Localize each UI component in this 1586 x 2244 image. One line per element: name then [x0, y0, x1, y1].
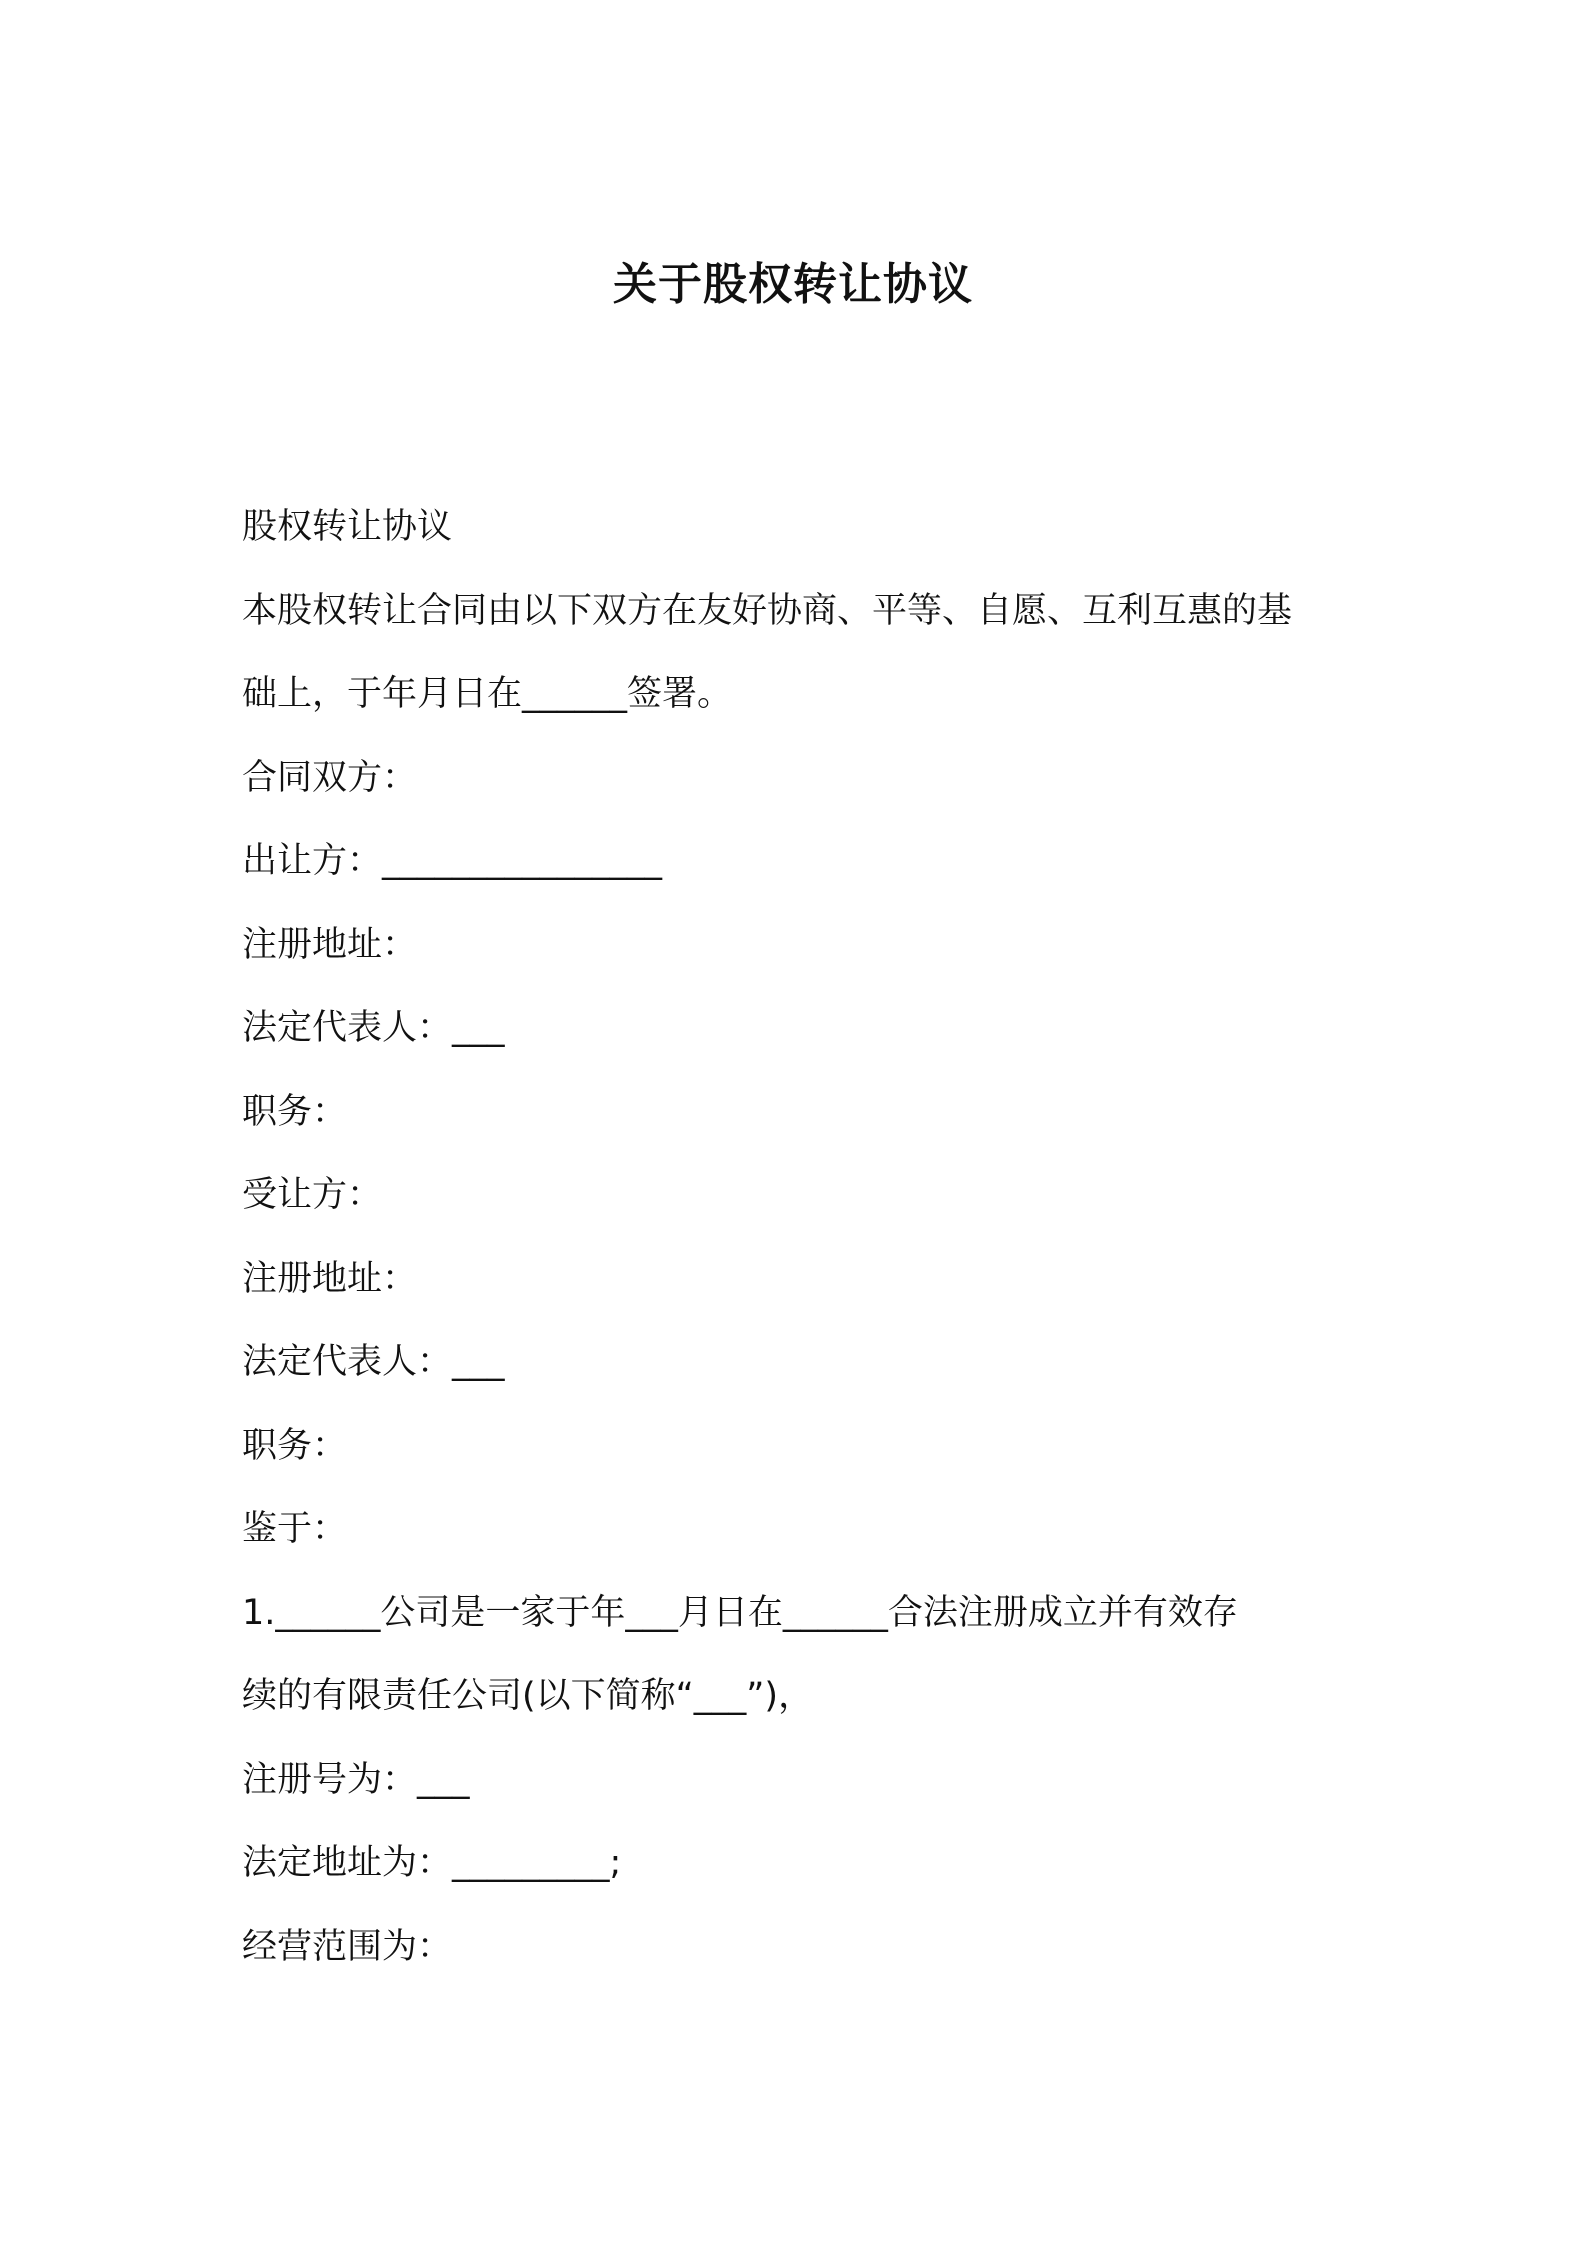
body-line-transferor-address: 注册地址：: [242, 924, 418, 965]
body-line-transferee-position: 职务：: [242, 1425, 348, 1466]
body-line-legal-address: 法定地址为：_________;: [242, 1843, 622, 1883]
body-line-business-scope: 经营范围为：: [242, 1926, 453, 1967]
body-line-clause-1b: 续的有限责任公司(以下简称“___”)，: [242, 1676, 814, 1716]
body-line-transferee-address: 注册地址：: [242, 1258, 418, 1299]
body-line-intro-2: 础上，于年月日在______签署。: [242, 674, 733, 714]
body-line-transferee-representative: 法定代表人：___: [242, 1342, 505, 1382]
body-line-whereas: 鉴于：: [242, 1509, 348, 1549]
body-line-heading: 股权转让协议: [242, 507, 453, 547]
body-line-registration-number: 注册号为：___: [242, 1759, 470, 1800]
body-line-clause-1a: 1.______公司是一家于年___月日在______合法注册成立并有效存: [242, 1592, 1238, 1633]
body-line-parties-heading: 合同双方：: [242, 757, 418, 798]
document-body: [242, 497, 1362, 2000]
body-line-transferee: 受让方：: [242, 1175, 383, 1215]
body-line-transferor: 出让方：________________: [242, 841, 663, 881]
body-line-transferor-representative: 法定代表人：___: [242, 1008, 505, 1048]
document-title: 关于股权转让协议: [613, 259, 973, 310]
body-line-transferor-position: 职务：: [242, 1091, 348, 1132]
body-line-intro-1: 本股权转让合同由以下双方在友好协商、平等、自愿、互利互惠的基: [242, 590, 1293, 631]
